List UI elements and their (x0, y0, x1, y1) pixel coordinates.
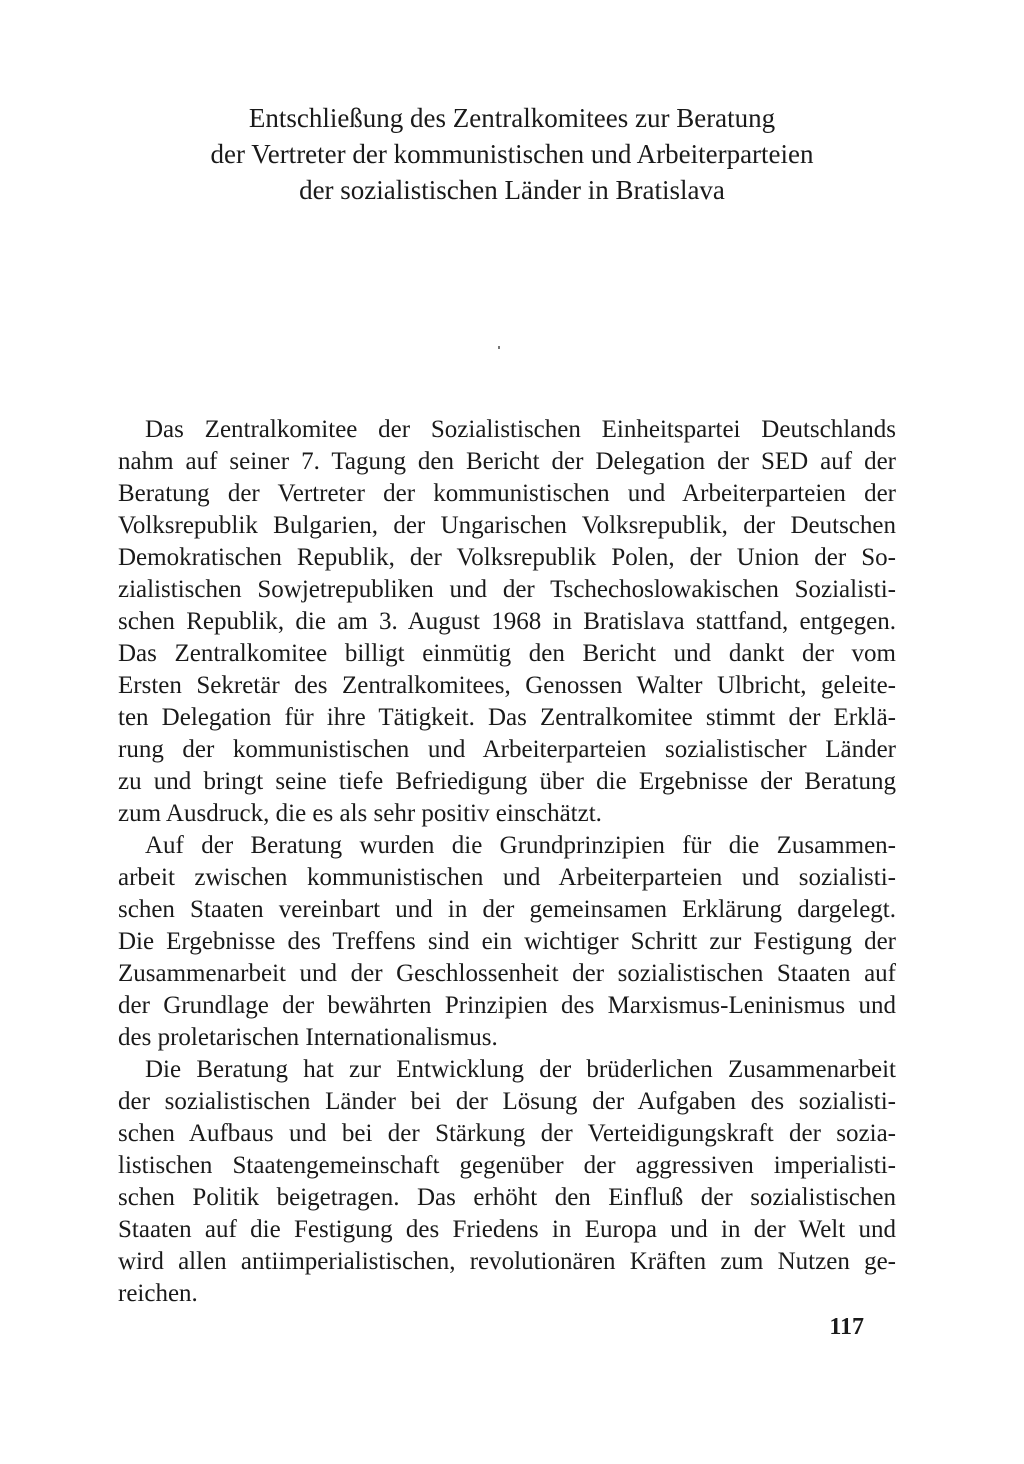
text-line: zum Ausdruck, die es als sehr positiv einschätzt. (118, 800, 602, 827)
text-line: zu und bringt seine tiefe Befriedigung über die Ergebnisse der Beratung (118, 768, 896, 795)
text-line: schen Aufbaus und bei der Stärkung der Verteidigungskraft der sozia- (118, 1120, 896, 1147)
paragraph-2 (118, 830, 896, 1054)
text-line: arbeit zwischen kommunistischen und Arbeiterparteien und sozialisti- (118, 864, 896, 891)
paragraph-3 (118, 1054, 896, 1310)
title-line: Entschließung des Zentralkomitees zur Beratung (248, 103, 776, 133)
text-line: Das Zentralkomitee billigt einmütig den Bericht und dankt der vom (118, 640, 896, 667)
title-line: der Vertreter der kommunistischen und Arbeiterparteien (210, 139, 814, 169)
text-line: Die Beratung hat zur Entwicklung der brüderlichen Zusammenarbeit (145, 1056, 896, 1083)
text-line: wird allen antiimperialistischen, revolutionären Kräften zum Nutzen ge- (118, 1248, 896, 1275)
text-line: Demokratischen Republik, der Volksrepublik Polen, der Union der So- (118, 544, 896, 571)
text-line: des proletarischen Internationalismus. (118, 1024, 498, 1051)
text-line: listischen Staatengemeinschaft gegenüber der aggressiven imperialisti- (118, 1152, 896, 1179)
text-line: zialistischen Sowjetrepubliken und der Tschechoslowakischen Sozialisti- (118, 576, 896, 603)
text-line: ten Delegation für ihre Tätigkeit. Das Zentralkomitee stimmt der Erklä- (118, 704, 896, 731)
body-text (118, 414, 896, 1310)
text-line: rung der kommunistischen und Arbeiterparteien sozialistischer Länder (118, 736, 896, 763)
text-line: schen Republik, die am 3. August 1968 in Bratislava stattfand, entgegen. (118, 608, 896, 635)
text-line: Staaten auf die Festigung des Friedens in Europa und in der Welt und (118, 1216, 896, 1243)
text-line: Volksrepublik Bulgarien, der Ungarischen Volksrepublik, der Deutschen (118, 512, 896, 539)
text-line: der Grundlage der bewährten Prinzipien des Marxismus-Leninismus und (118, 992, 896, 1019)
text-line: Beratung der Vertreter der kommunistischen und Arbeiterparteien der (118, 480, 896, 507)
scan-speck (498, 346, 500, 349)
text-line: Das Zentralkomitee der Sozialistischen Einheitspartei Deutschlands (145, 416, 896, 443)
text-line: reichen. (118, 1280, 198, 1307)
document-title (120, 100, 904, 208)
page-number: 117 (829, 1314, 864, 1340)
text-line: Ersten Sekretär des Zentralkomitees, Genossen Walter Ulbricht, geleite- (118, 672, 896, 699)
paragraph-1 (118, 414, 896, 830)
text-line: der sozialistischen Länder bei der Lösung der Aufgaben des sozialisti- (118, 1088, 896, 1115)
text-line: schen Politik beigetragen. Das erhöht den Einfluß der sozialistischen (118, 1184, 896, 1211)
text-line: nahm auf seiner 7. Tagung den Bericht der Delegation der SED auf der (118, 448, 896, 475)
text-line: Die Ergebnisse des Treffens sind ein wichtiger Schritt zur Festigung der (118, 928, 896, 955)
text-line: schen Staaten vereinbart und in der gemeinsamen Erklärung dargelegt. (118, 896, 896, 923)
text-line: Auf der Beratung wurden die Grundprinzipien für die Zusammen- (145, 832, 896, 859)
text-line: Zusammenarbeit und der Geschlossenheit der sozialistischen Staaten auf (118, 960, 896, 987)
title-line: der sozialistischen Länder in Bratislava (299, 175, 725, 205)
